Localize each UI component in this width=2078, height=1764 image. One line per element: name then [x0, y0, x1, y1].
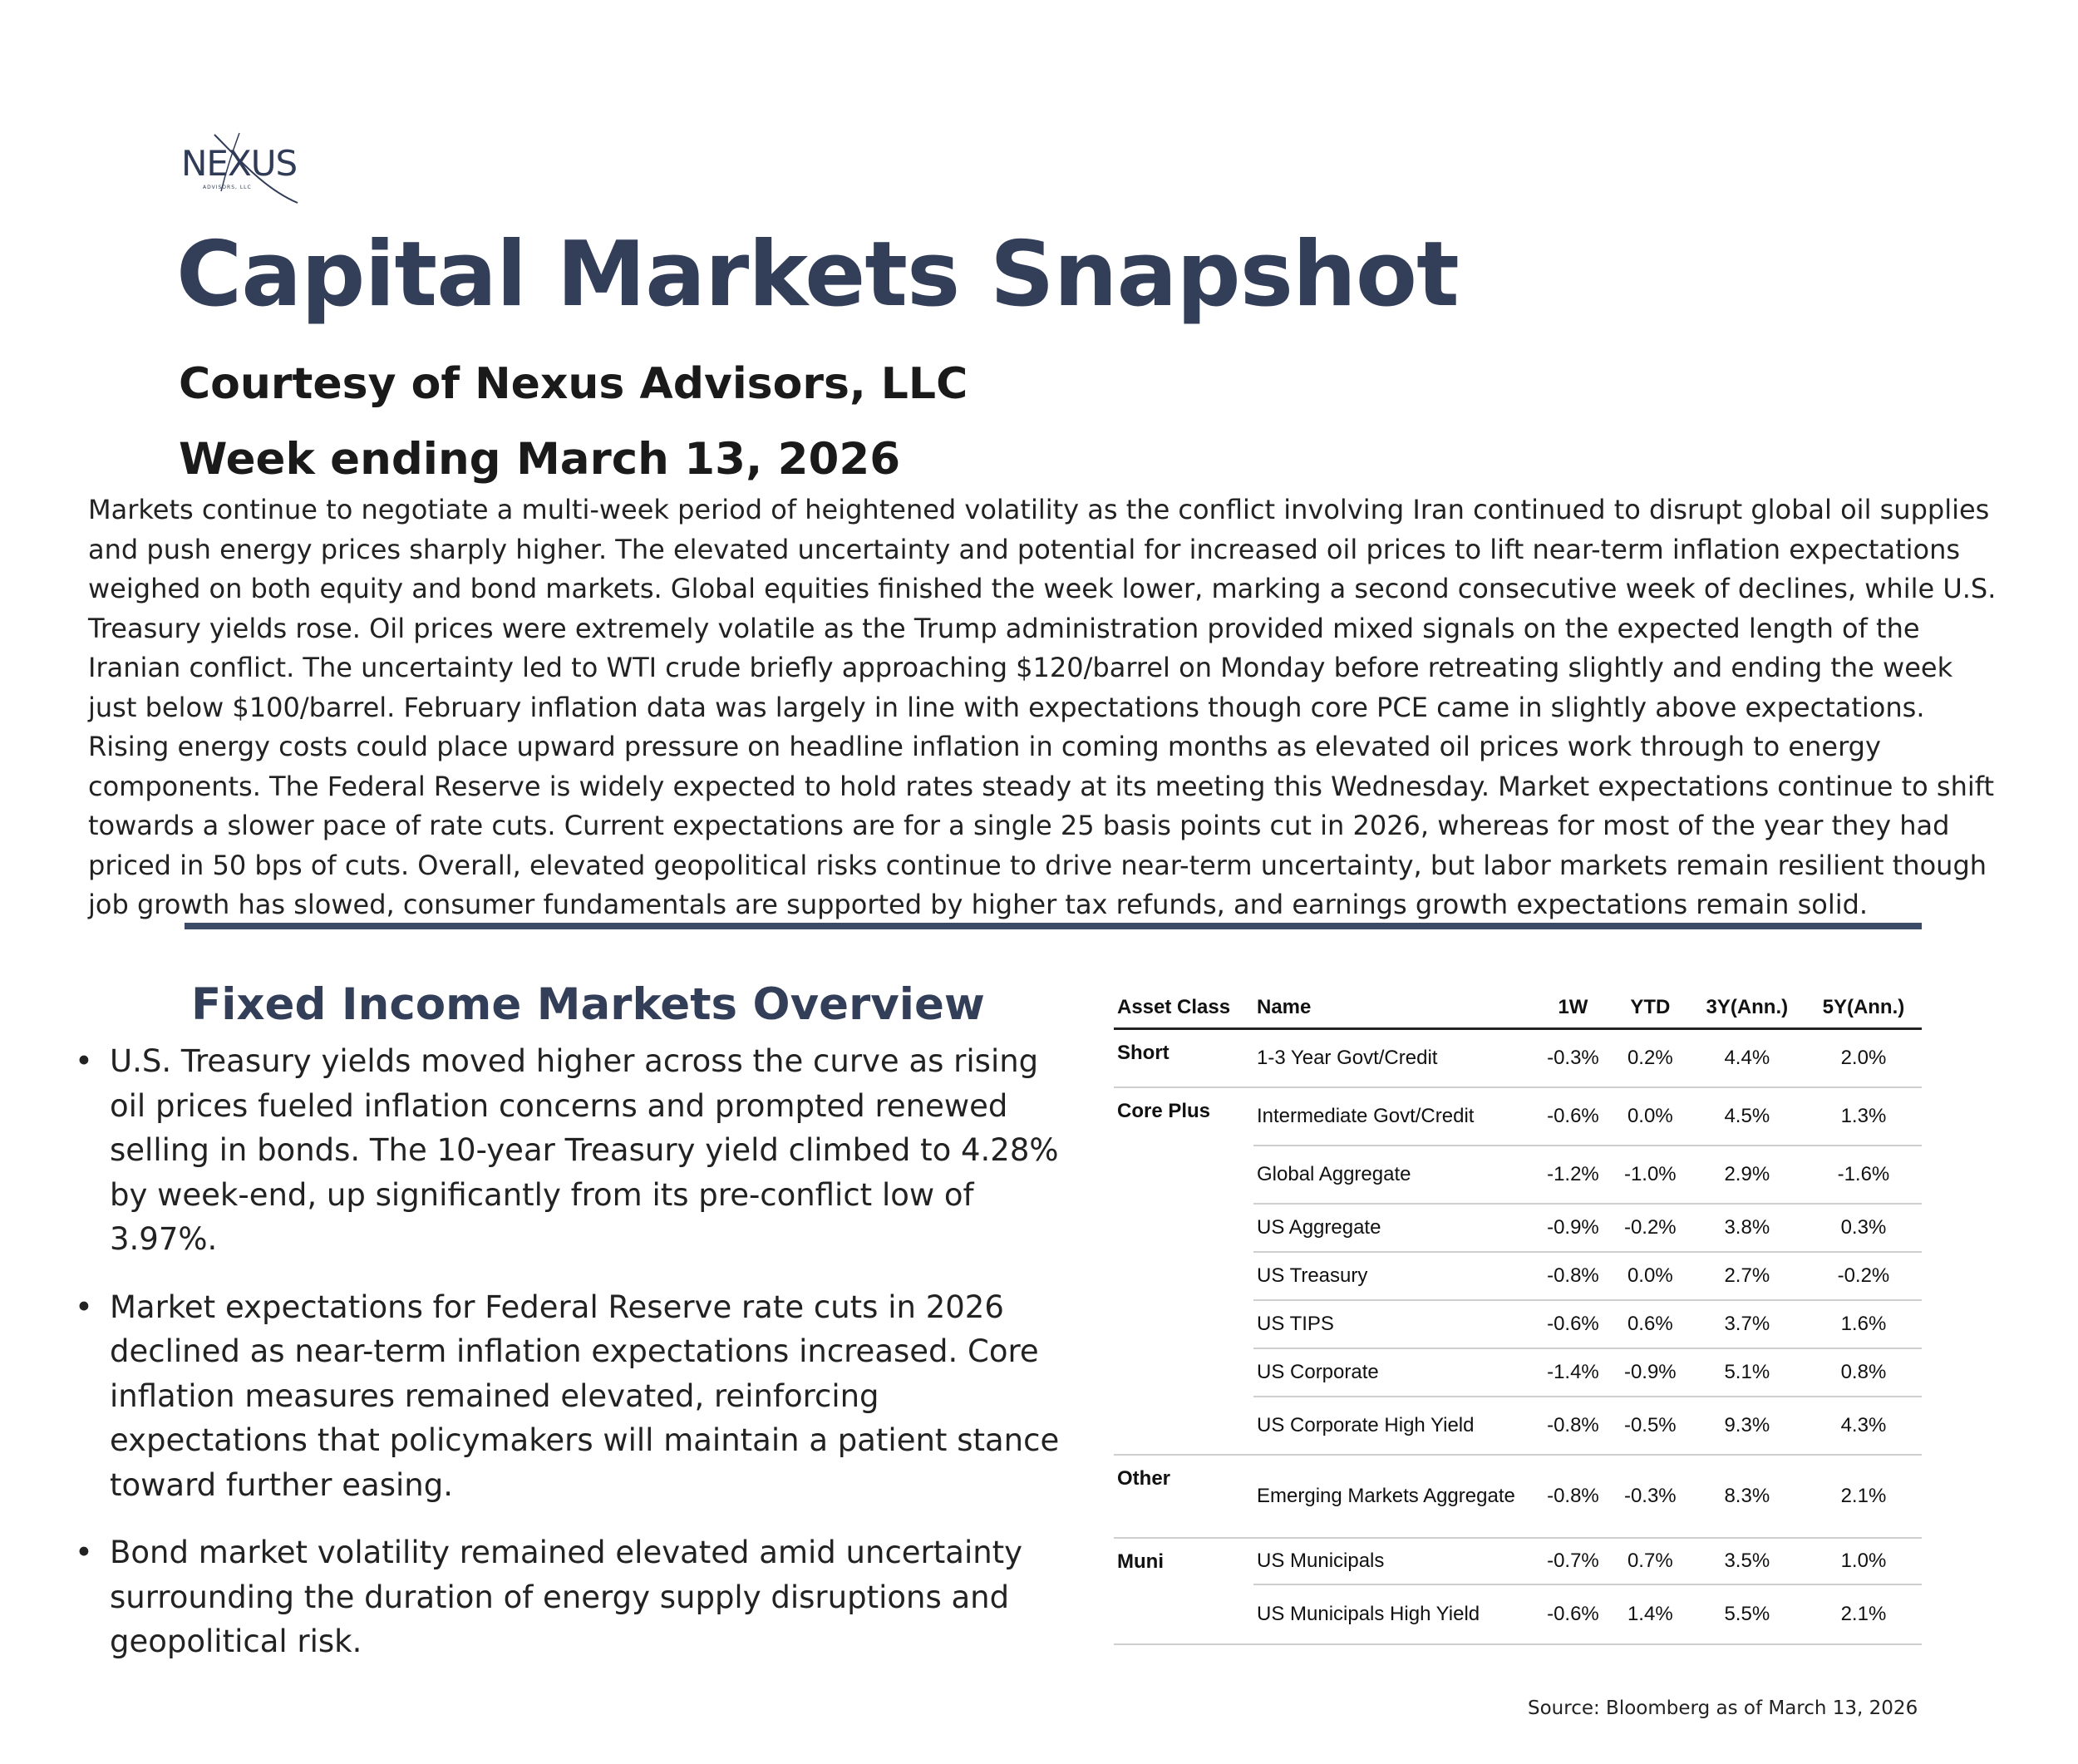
market-summary-paragraph: Markets continue to negotiate a multi-week period of heightened volatility as the conflict involving Iran continued to disrupt global oil supplies and push energy prices sharply higher. The elevated uncertainty and potential for increased oil prices to lift near-term inflation expectations weighed on both equity and bond markets. Global equities finished the week lower, marking a second consecutive week of declines, while U.S. Treasury yields rose. Oil prices were extremely volatile as the Trump administration provided mixed signals on the expected length of the Iranian conflict. The uncertainty led to WTI crude briefly approaching $120/barrel on Monday before retreating slightly and ending the week just below $100/barrel. February inflation data was largely in line with expectations though core PCE came in slightly above expectations. Rising energy costs could place upward pressure on headline inflation in coming months as elevated oil prices work through to energy components. The Federal Reserve is widely expected to hold rates steady at its meeting this Wednesday. Market expectations continue to shift towards a slower pace of rate cuts. Current expectations are for a single 25 basis points cut in 2026, whereas for most of the year they had priced in 50 bps of cuts. Overall, elevated geopolitical risks continue to drive near-term uncertainty, but labor markets remain resilient though job growth has slowed, consumer fundamentals are supported by higher tax refunds, and earnings growth expectations remain solid.	[88, 494, 1997, 920]
return-1w-cell: -0.6%	[1534, 1087, 1612, 1146]
fixed-income-bullets	[75, 1039, 1064, 1688]
table-row	[1114, 1252, 1922, 1300]
return-3y-cell: 5.5%	[1689, 1584, 1805, 1644]
asset-class-cell: Muni	[1114, 1538, 1253, 1584]
name-cell: 1-3 Year Govt/Credit	[1253, 1029, 1534, 1087]
return-5y-cell: 4.3%	[1805, 1397, 1922, 1455]
return-ytd-cell: 1.4%	[1612, 1584, 1689, 1644]
name-cell: US Corporate High Yield	[1253, 1397, 1534, 1455]
return-5y-cell: 0.3%	[1805, 1204, 1922, 1252]
bullet-item	[75, 1530, 1064, 1664]
return-5y-cell: 1.3%	[1805, 1087, 1922, 1146]
header-asset-class: Asset Class	[1117, 996, 1231, 1018]
table-row	[1114, 1397, 1922, 1455]
header-5y: 5Y(Ann.)	[1822, 996, 1905, 1018]
return-3y-cell: 3.7%	[1689, 1300, 1805, 1348]
logo-wordmark: NEXUS	[181, 143, 298, 184]
return-1w-cell: -0.8%	[1534, 1455, 1612, 1538]
return-3y-cell: 2.9%	[1689, 1146, 1805, 1204]
return-1w-cell: -0.6%	[1534, 1300, 1612, 1348]
return-5y-cell: 2.1%	[1805, 1584, 1922, 1644]
return-5y-cell: -1.6%	[1805, 1146, 1922, 1204]
return-3y-cell: 3.5%	[1689, 1538, 1805, 1584]
return-ytd-cell: 0.0%	[1612, 1252, 1689, 1300]
return-ytd-cell: -0.3%	[1612, 1455, 1689, 1538]
header-ytd: YTD	[1630, 996, 1671, 1018]
table-row	[1114, 1538, 1922, 1584]
name-cell: Emerging Markets Aggregate	[1253, 1455, 1534, 1538]
return-ytd-cell: 0.6%	[1612, 1300, 1689, 1348]
return-3y-cell: 2.7%	[1689, 1252, 1805, 1300]
bullet-icon: •	[75, 1043, 93, 1079]
name-cell: US Municipals	[1253, 1538, 1534, 1584]
asset-class-cell	[1114, 1300, 1253, 1348]
return-5y-cell: 2.1%	[1805, 1455, 1922, 1538]
week-ending: Week ending March 13, 2026	[179, 434, 901, 485]
table-row	[1114, 1204, 1922, 1252]
return-5y-cell: 2.0%	[1805, 1029, 1922, 1087]
name-cell: US Aggregate	[1253, 1204, 1534, 1252]
return-3y-cell: 8.3%	[1689, 1455, 1805, 1538]
return-ytd-cell: -0.2%	[1612, 1204, 1689, 1252]
table-row	[1114, 1087, 1922, 1146]
return-1w-cell: -0.8%	[1534, 1397, 1612, 1455]
return-ytd-cell: -0.9%	[1612, 1348, 1689, 1397]
return-ytd-cell: -0.5%	[1612, 1397, 1689, 1455]
table-row	[1114, 1146, 1922, 1204]
asset-class-cell: Core Plus	[1114, 1087, 1253, 1146]
name-cell: US TIPS	[1253, 1300, 1534, 1348]
return-ytd-cell: -1.0%	[1612, 1146, 1689, 1204]
bullet-text: U.S. Treasury yields moved higher across the curve as rising oil prices fueled inflation concerns and prompted renewed selling in bonds. The 10-year Treasury yield climbed to 4.28% by week-end, up significantly from its pre-conflict low of 3.97%.	[110, 1043, 1059, 1257]
name-cell: Intermediate Govt/Credit	[1253, 1087, 1534, 1146]
name-cell: US Municipals High Yield	[1253, 1584, 1534, 1644]
bullet-icon: •	[75, 1289, 93, 1325]
return-5y-cell: 1.6%	[1805, 1300, 1922, 1348]
return-1w-cell: -0.8%	[1534, 1252, 1612, 1300]
table-row	[1114, 1348, 1922, 1397]
nexus-logo	[181, 126, 306, 209]
fixed-income-title: Fixed Income Markets Overview	[191, 979, 985, 1030]
source-note: Source: Bloomberg as of March 13, 2026	[1528, 1697, 1918, 1719]
bullet-item	[75, 1285, 1064, 1508]
return-1w-cell: -0.6%	[1534, 1584, 1612, 1644]
name-cell: US Corporate	[1253, 1348, 1534, 1397]
table-row	[1114, 1029, 1922, 1087]
return-3y-cell: 5.1%	[1689, 1348, 1805, 1397]
name-cell: Global Aggregate	[1253, 1146, 1534, 1204]
asset-class-cell: Short	[1114, 1029, 1253, 1087]
asset-class-cell	[1114, 1348, 1253, 1397]
section-divider	[185, 923, 1922, 929]
return-1w-cell: -1.4%	[1534, 1348, 1612, 1397]
return-5y-cell: 0.8%	[1805, 1348, 1922, 1397]
name-cell: US Treasury	[1253, 1252, 1534, 1300]
return-1w-cell: -1.2%	[1534, 1146, 1612, 1204]
asset-class-cell: Other	[1114, 1455, 1253, 1538]
fixed-income-returns-table	[1114, 988, 1922, 1645]
asset-class-cell	[1114, 1204, 1253, 1252]
table-row	[1114, 1300, 1922, 1348]
return-ytd-cell: 0.2%	[1612, 1029, 1689, 1087]
header-1w: 1W	[1558, 996, 1588, 1018]
return-ytd-cell: 0.0%	[1612, 1087, 1689, 1146]
return-3y-cell: 9.3%	[1689, 1397, 1805, 1455]
logo-subtext: ADVISORS, LLC	[203, 185, 252, 190]
return-5y-cell: 1.0%	[1805, 1538, 1922, 1584]
return-1w-cell: -0.9%	[1534, 1204, 1612, 1252]
asset-class-cell	[1114, 1584, 1253, 1644]
asset-class-cell	[1114, 1397, 1253, 1455]
return-1w-cell: -0.3%	[1534, 1029, 1612, 1087]
return-ytd-cell: 0.7%	[1612, 1538, 1689, 1584]
page-subtitle: Courtesy of Nexus Advisors, LLC	[179, 359, 968, 409]
asset-class-cell	[1114, 1252, 1253, 1300]
page-title: Capital Markets Snapshot	[176, 223, 1459, 327]
bullet-item	[75, 1039, 1064, 1262]
table-row	[1114, 1455, 1922, 1538]
return-1w-cell: -0.7%	[1534, 1538, 1612, 1584]
bullet-text: Bond market volatility remained elevated amid uncertainty surrounding the duration of energy supply disruptions and geopolitical risk.	[110, 1535, 1023, 1659]
return-3y-cell: 3.8%	[1689, 1204, 1805, 1252]
asset-class-cell	[1114, 1146, 1253, 1204]
return-5y-cell: -0.2%	[1805, 1252, 1922, 1300]
return-3y-cell: 4.4%	[1689, 1029, 1805, 1087]
bullet-icon: •	[75, 1535, 93, 1570]
table-header-row	[1114, 988, 1922, 1029]
header-3y: 3Y(Ann.)	[1706, 996, 1789, 1018]
header-name: Name	[1257, 996, 1312, 1018]
return-3y-cell: 4.5%	[1689, 1087, 1805, 1146]
table-row	[1114, 1584, 1922, 1644]
bullet-text: Market expectations for Federal Reserve rate cuts in 2026 declined as near-term inflation expectations increased. Core inflation measures remained elevated, reinforcing expectations that policymakers will maintain a patient stance toward further easing.	[110, 1289, 1060, 1503]
